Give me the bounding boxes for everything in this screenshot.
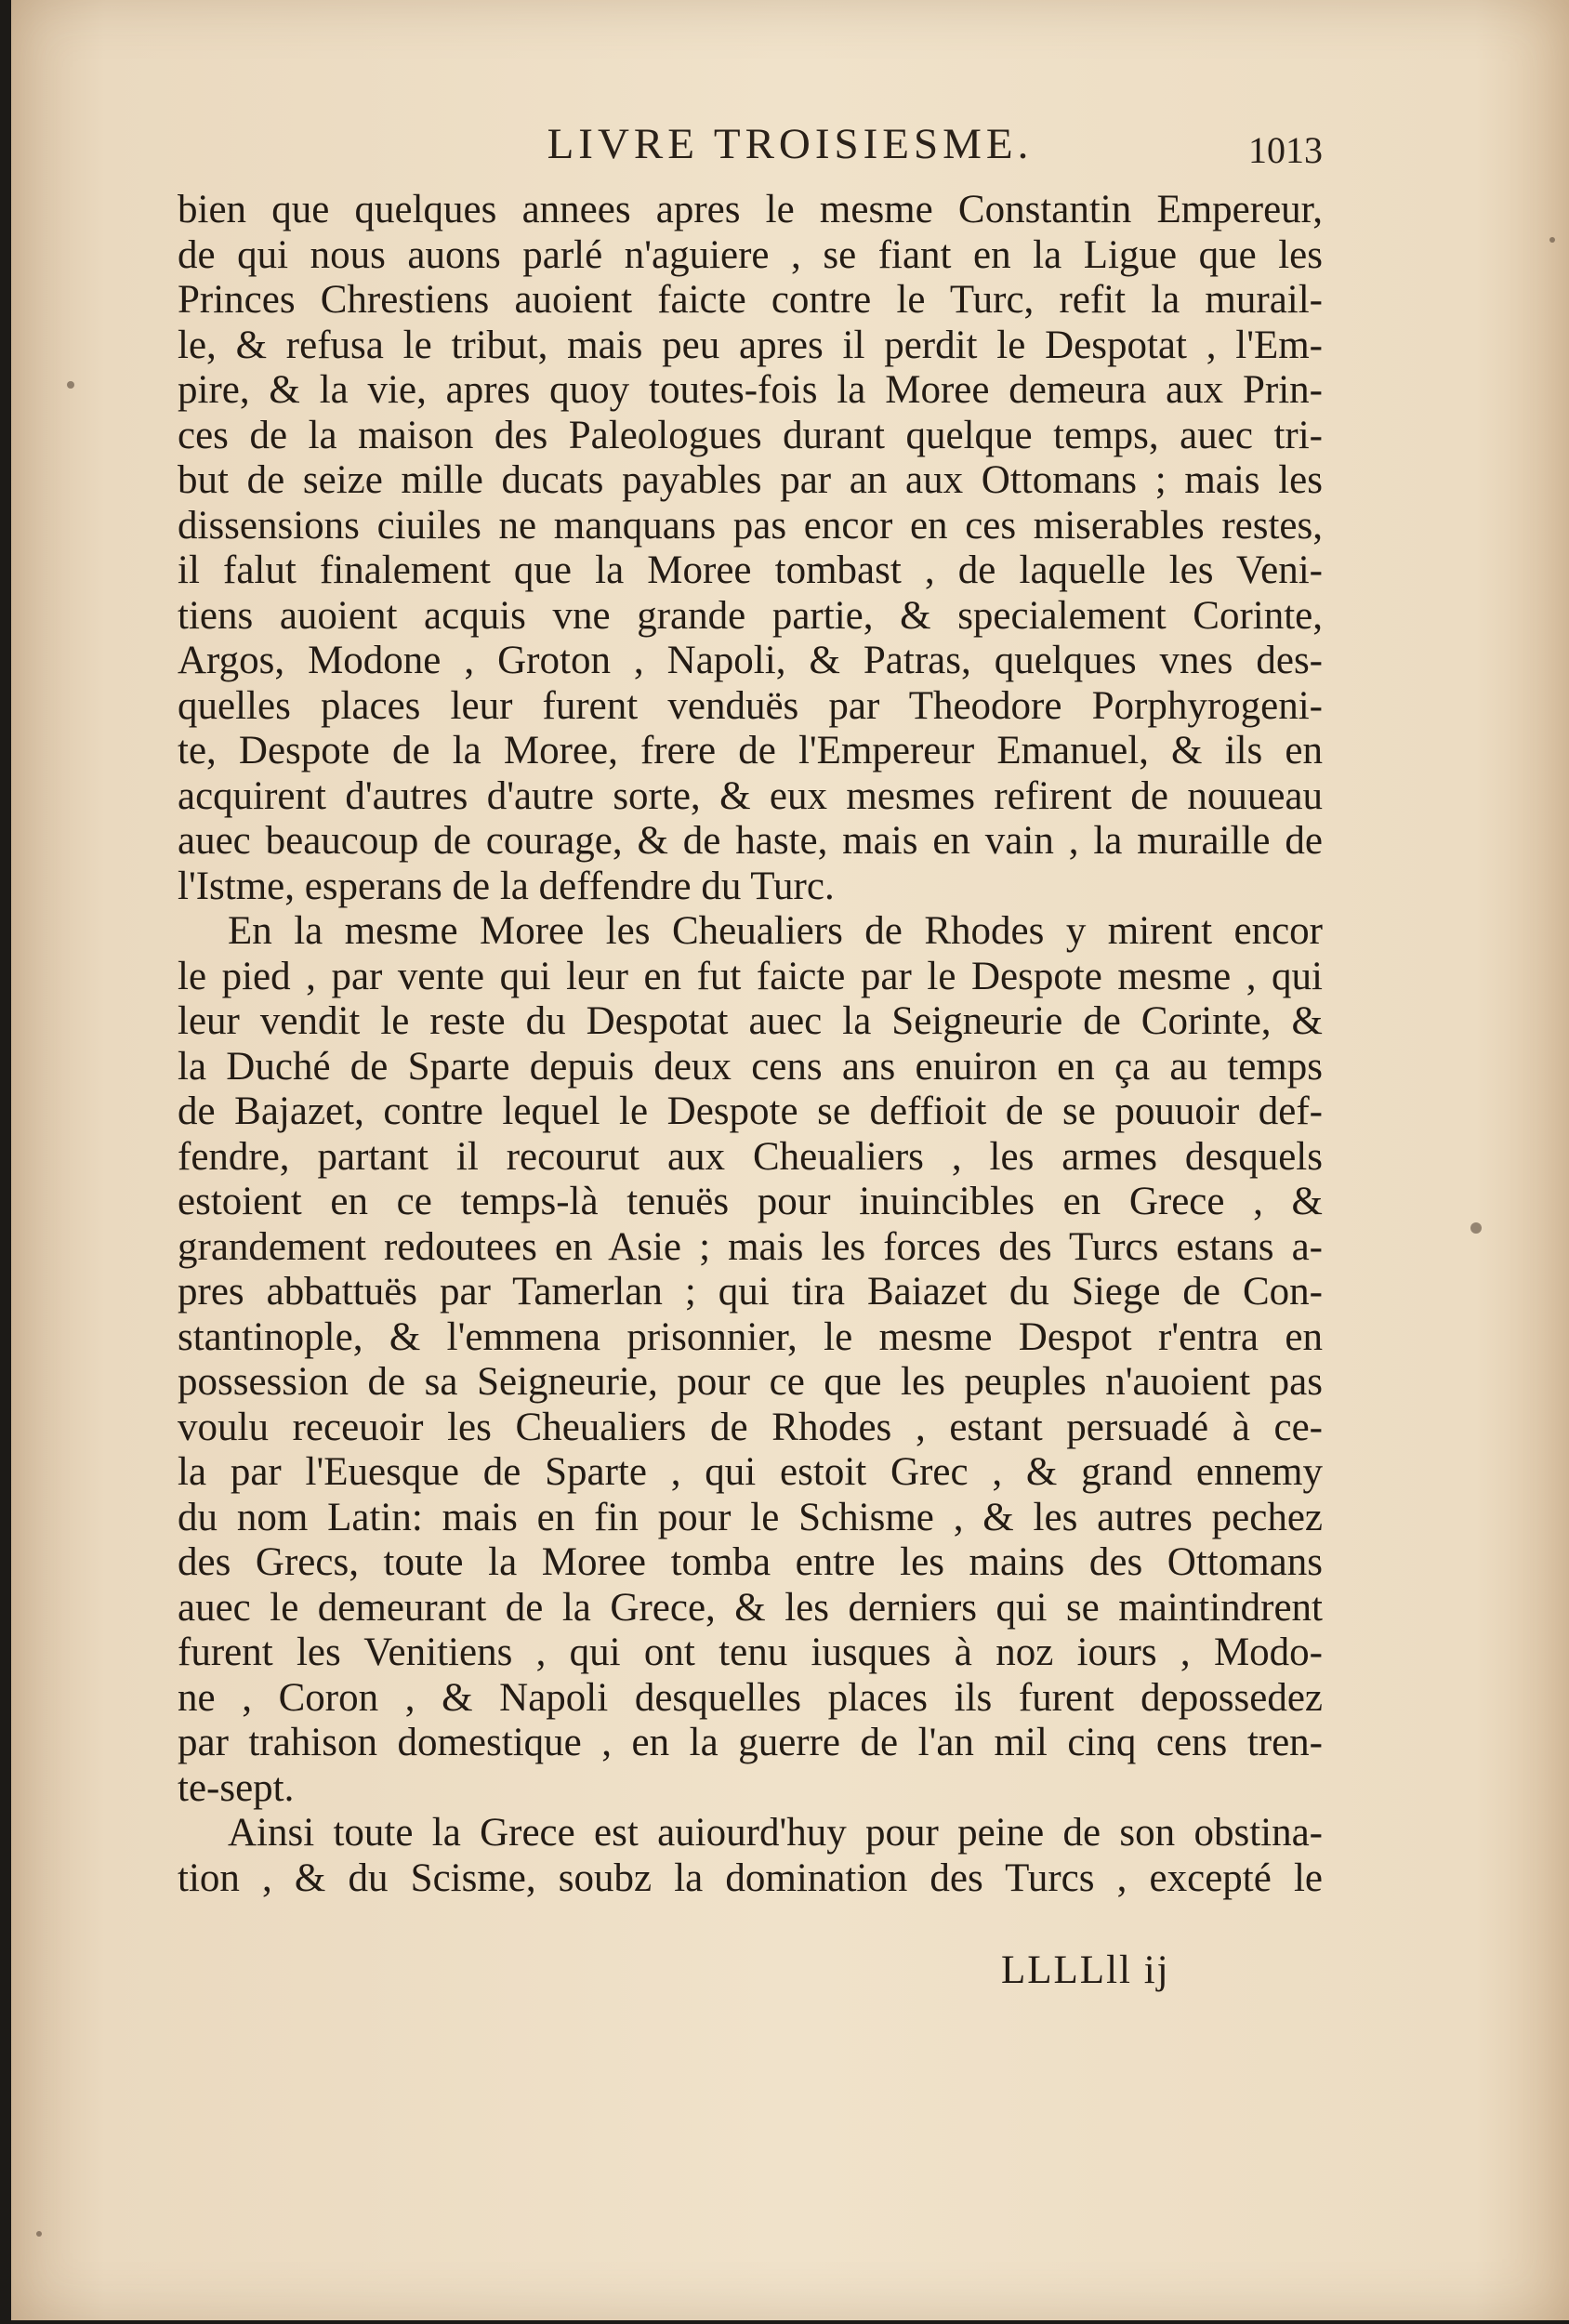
text-line: estoient en ce temps-là tenuës pour inuincibles en Grece , & [178, 1180, 1323, 1223]
book-page [11, 0, 1569, 2320]
ink-speck [36, 2231, 42, 2237]
text-line: la par l'Euesque de Sparte , qui estoit Grec , & grand ennemy [178, 1450, 1323, 1494]
text-line: acquirent d'autres d'autre sorte, & eux mesmes refirent de nouueau [178, 773, 1323, 818]
ink-speck [1549, 237, 1555, 243]
body-text [178, 188, 1323, 1901]
text-line: ne , Coron , & Napoli desquelles places ils furent depossedez [178, 1675, 1323, 1720]
text-line: des Grecs, toute la Moree tomba entre les mains des Ottomans [178, 1540, 1323, 1584]
text-line: tiens auoient acquis vne grande partie, & specialement Corinte, [178, 593, 1323, 638]
ink-speck [1470, 1222, 1482, 1234]
text-line: de Bajazet, contre lequel le Despote se deffioit de se pouuoir def- [178, 1089, 1323, 1133]
text-line: but de seize mille ducats payables par an aux Ottomans ; mais les [178, 458, 1323, 502]
text-line: le, & refusa le tribut, mais peu apres il perdit le Despotat , l'Em- [178, 323, 1323, 367]
text-line: du nom Latin: mais en fin pour le Schisme , & les autres pechez [178, 1495, 1323, 1539]
text-line: furent les Venitiens , qui ont tenu iusques à noz iours , Modo- [178, 1631, 1323, 1674]
text-line: te-sept. [178, 1765, 295, 1810]
ink-speck [67, 381, 74, 389]
text-line: Princes Chrestiens auoient faicte contre le Turc, refit la murail- [178, 278, 1323, 322]
text-line: de qui nous auons parlé n'aguiere , se fiant en la Ligue que les [178, 232, 1323, 277]
text-line: bien que quelques annees apres le mesme Constantin Empereur, [178, 188, 1323, 231]
text-line: ces de la maison des Paleologues durant quelque temps, auec tri- [178, 413, 1323, 457]
text-line: la Duché de Sparte depuis deux cens ans enuiron en ça au temps [178, 1044, 1323, 1089]
text-line: fendre, partant il recourut aux Cheualiers , les armes desquels [178, 1134, 1323, 1179]
text-line: quelles places leur furent venduës par Theodore Porphyrogeni- [178, 683, 1323, 728]
text-line: auec le demeurant de la Grece, & les derniers qui se maintindrent [178, 1585, 1323, 1630]
text-line: leur vendit le reste du Despotat auec la Seigneurie de Corinte, & [178, 999, 1323, 1043]
text-line: il falut finalement que la Moree tombast , de laquelle les Veni- [178, 548, 1323, 592]
text-line: tion , & du Scisme, soubz la domination des Turcs , excepté le [178, 1855, 1323, 1900]
text-line: possession de sa Seigneurie, pour ce que les peuples n'auoient pas [178, 1360, 1323, 1404]
page-header [11, 119, 1569, 175]
page-number: 1013 [1248, 129, 1323, 171]
text-line: voulu receuoir les Cheualiers de Rhodes , estant persuadé à ce- [178, 1405, 1323, 1449]
running-title: LIVRE TROISIESME. [547, 120, 1034, 168]
text-line: grandement redoutees en Asie ; mais les forces des Turcs estans a- [178, 1224, 1323, 1269]
text-line: pire, & la vie, apres quoy toutes-fois la Moree demeura aux Prin- [178, 368, 1323, 412]
text-line: par trahison domestique , en la guerre de l'an mil cinq cens tren- [178, 1721, 1323, 1764]
text-line: te, Despote de la Moree, frere de l'Empereur Emanuel, & ils en [178, 729, 1323, 772]
text-line: pres abbattuës par Tamerlan ; qui tira Baiazet du Siege de Con- [178, 1270, 1323, 1314]
text-line: dissensions ciuiles ne manquans pas encor en ces miserables restes, [178, 503, 1323, 548]
signature-mark: LLLLll ij [1001, 1948, 1170, 1992]
text-line: Argos, Modone , Groton , Napoli, & Patras, quelques vnes des- [178, 639, 1323, 682]
text-line: le pied , par vente qui leur en fut faicte par le Despote mesme , qui [178, 954, 1323, 998]
paragraph-start-line: En la mesme Moree les Cheualiers de Rhodes y mirent encor [228, 909, 1323, 953]
text-line: stantinople, & l'emmena prisonnier, le mesme Despot r'entra en [178, 1314, 1323, 1359]
text-line: l'Istme, esperans de la deffendre du Turc. [178, 864, 835, 908]
paragraph-start-line: Ainsi toute la Grece est auiourd'huy pour peine de son obstina- [228, 1811, 1323, 1855]
text-line: auec beaucoup de courage, & de haste, mais en vain , la muraille de [178, 819, 1323, 863]
